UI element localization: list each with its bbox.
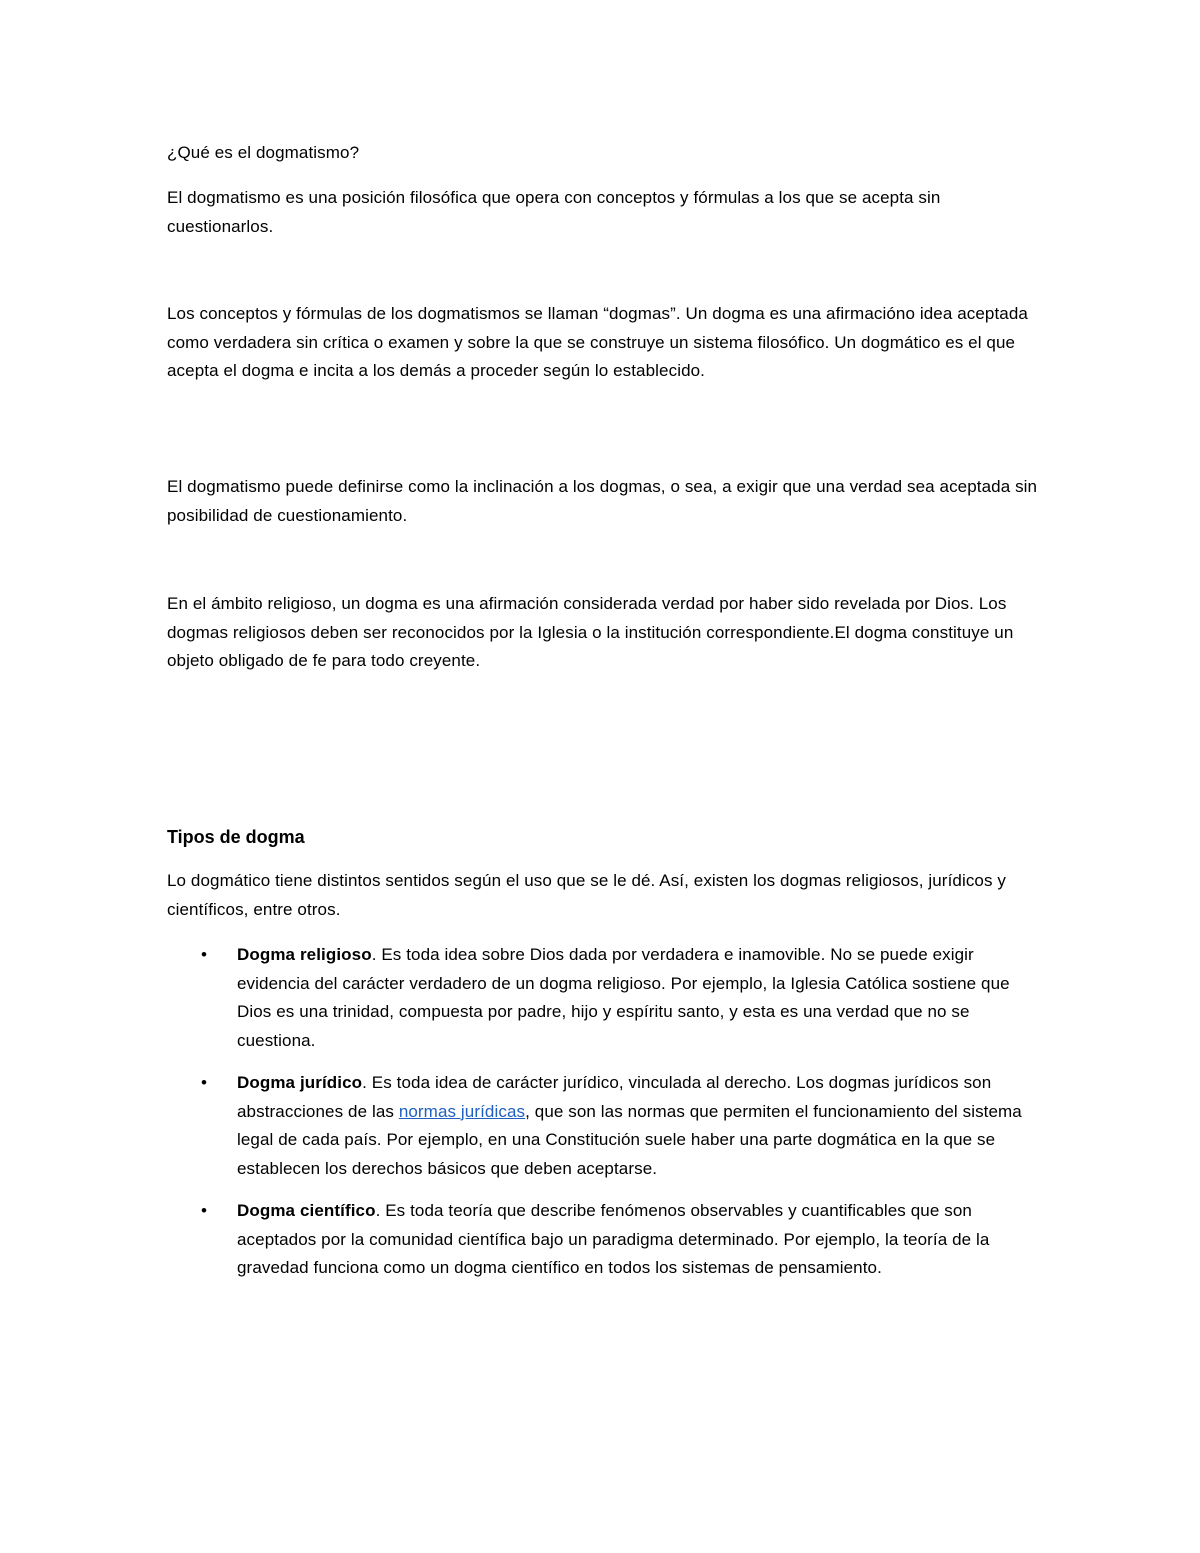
section-heading: Tipos de dogma (167, 827, 305, 847)
paragraph-religious: En el ámbito religioso, un dogma es una afirmación considerada verdad por haber sido revelada por Dios. Los dogmas religiosos deben ser reconocidos por la Iglesia o la institución correspondiente.El dogma constituye un objeto obligado de fe para todo creyente. (167, 594, 1014, 670)
bullet-text-scientific: . Es toda teoría que describe fenómenos observables y cuantificables que son aceptados por la comunidad científica bajo un paradigma determinado. Por ejemplo, la teoría de la gravedad funciona como un dogma científico en todos los sistemas de pensamiento. (237, 1201, 990, 1277)
bullet-title-religious: Dogma religioso (237, 945, 372, 964)
paragraph-definition: El dogmatismo es una posición filosófica que opera con conceptos y fórmulas a los que se acepta sin cuestionarlos. (167, 188, 941, 236)
bullet-text-juridical-after: , que son las normas que permiten el funcionamiento del sistema legal de cada país. Por ejemplo, en una Constitución suele haber una parte dogmática en la que se establecen los derechos básicos que deben aceptarse. (237, 1101, 1022, 1178)
bullet-icon: • (201, 1201, 208, 1220)
list-item-religious (167, 941, 1047, 1055)
paragraph-dogmas: Los conceptos y fórmulas de los dogmatismos se llaman “dogmas”. Un dogma es una afirmacióno idea aceptada como verdadera sin crítica o examen y sobre la que se construye un sistema filosófico. Un dogmático es el que acepta el dogma e incita a los demás a proceder según lo establecido. (167, 304, 1028, 380)
bullet-text-religious: . Es toda idea sobre Dios dada por verdadera e inamovible. No se puede exigir evidencia del carácter verdadero de un dogma religioso. Por ejemplo, la Iglesia Católica sostiene que Dios es una trinidad, compuesta por padre, hijo y espíritu santo, y esta es una verdad que no se cuestiona. (237, 945, 1010, 1050)
paragraph-inclination: El dogmatismo puede definirse como la inclinación a los dogmas, o sea, a exigir que una verdad sea aceptada sin posibilidad de cuestionamiento. (167, 477, 1038, 525)
document-title-question: ¿Qué es el dogmatismo? (167, 143, 360, 162)
bullet-title-juridical: Dogma jurídico (237, 1073, 363, 1092)
bullet-icon: • (201, 1073, 208, 1092)
bullet-title-scientific: Dogma científico (237, 1201, 376, 1220)
section-intro: Lo dogmático tiene distintos sentidos según el uso que se le dé. Así, existen los dogmas religiosos, jurídicos y científicos, entre otros. (167, 871, 1007, 919)
list-item-juridical (167, 1069, 1047, 1183)
link-normas-juridicas[interactable]: normas jurídicas (398, 1101, 526, 1121)
bullet-text-juridical-before: . Es toda idea de carácter jurídico, vinculada al derecho. Los dogmas jurídicos son abstracciones de las (237, 1073, 992, 1121)
list-item-scientific (167, 1197, 1047, 1283)
bullet-icon: • (201, 945, 208, 964)
dogma-types-list (167, 941, 1047, 1297)
